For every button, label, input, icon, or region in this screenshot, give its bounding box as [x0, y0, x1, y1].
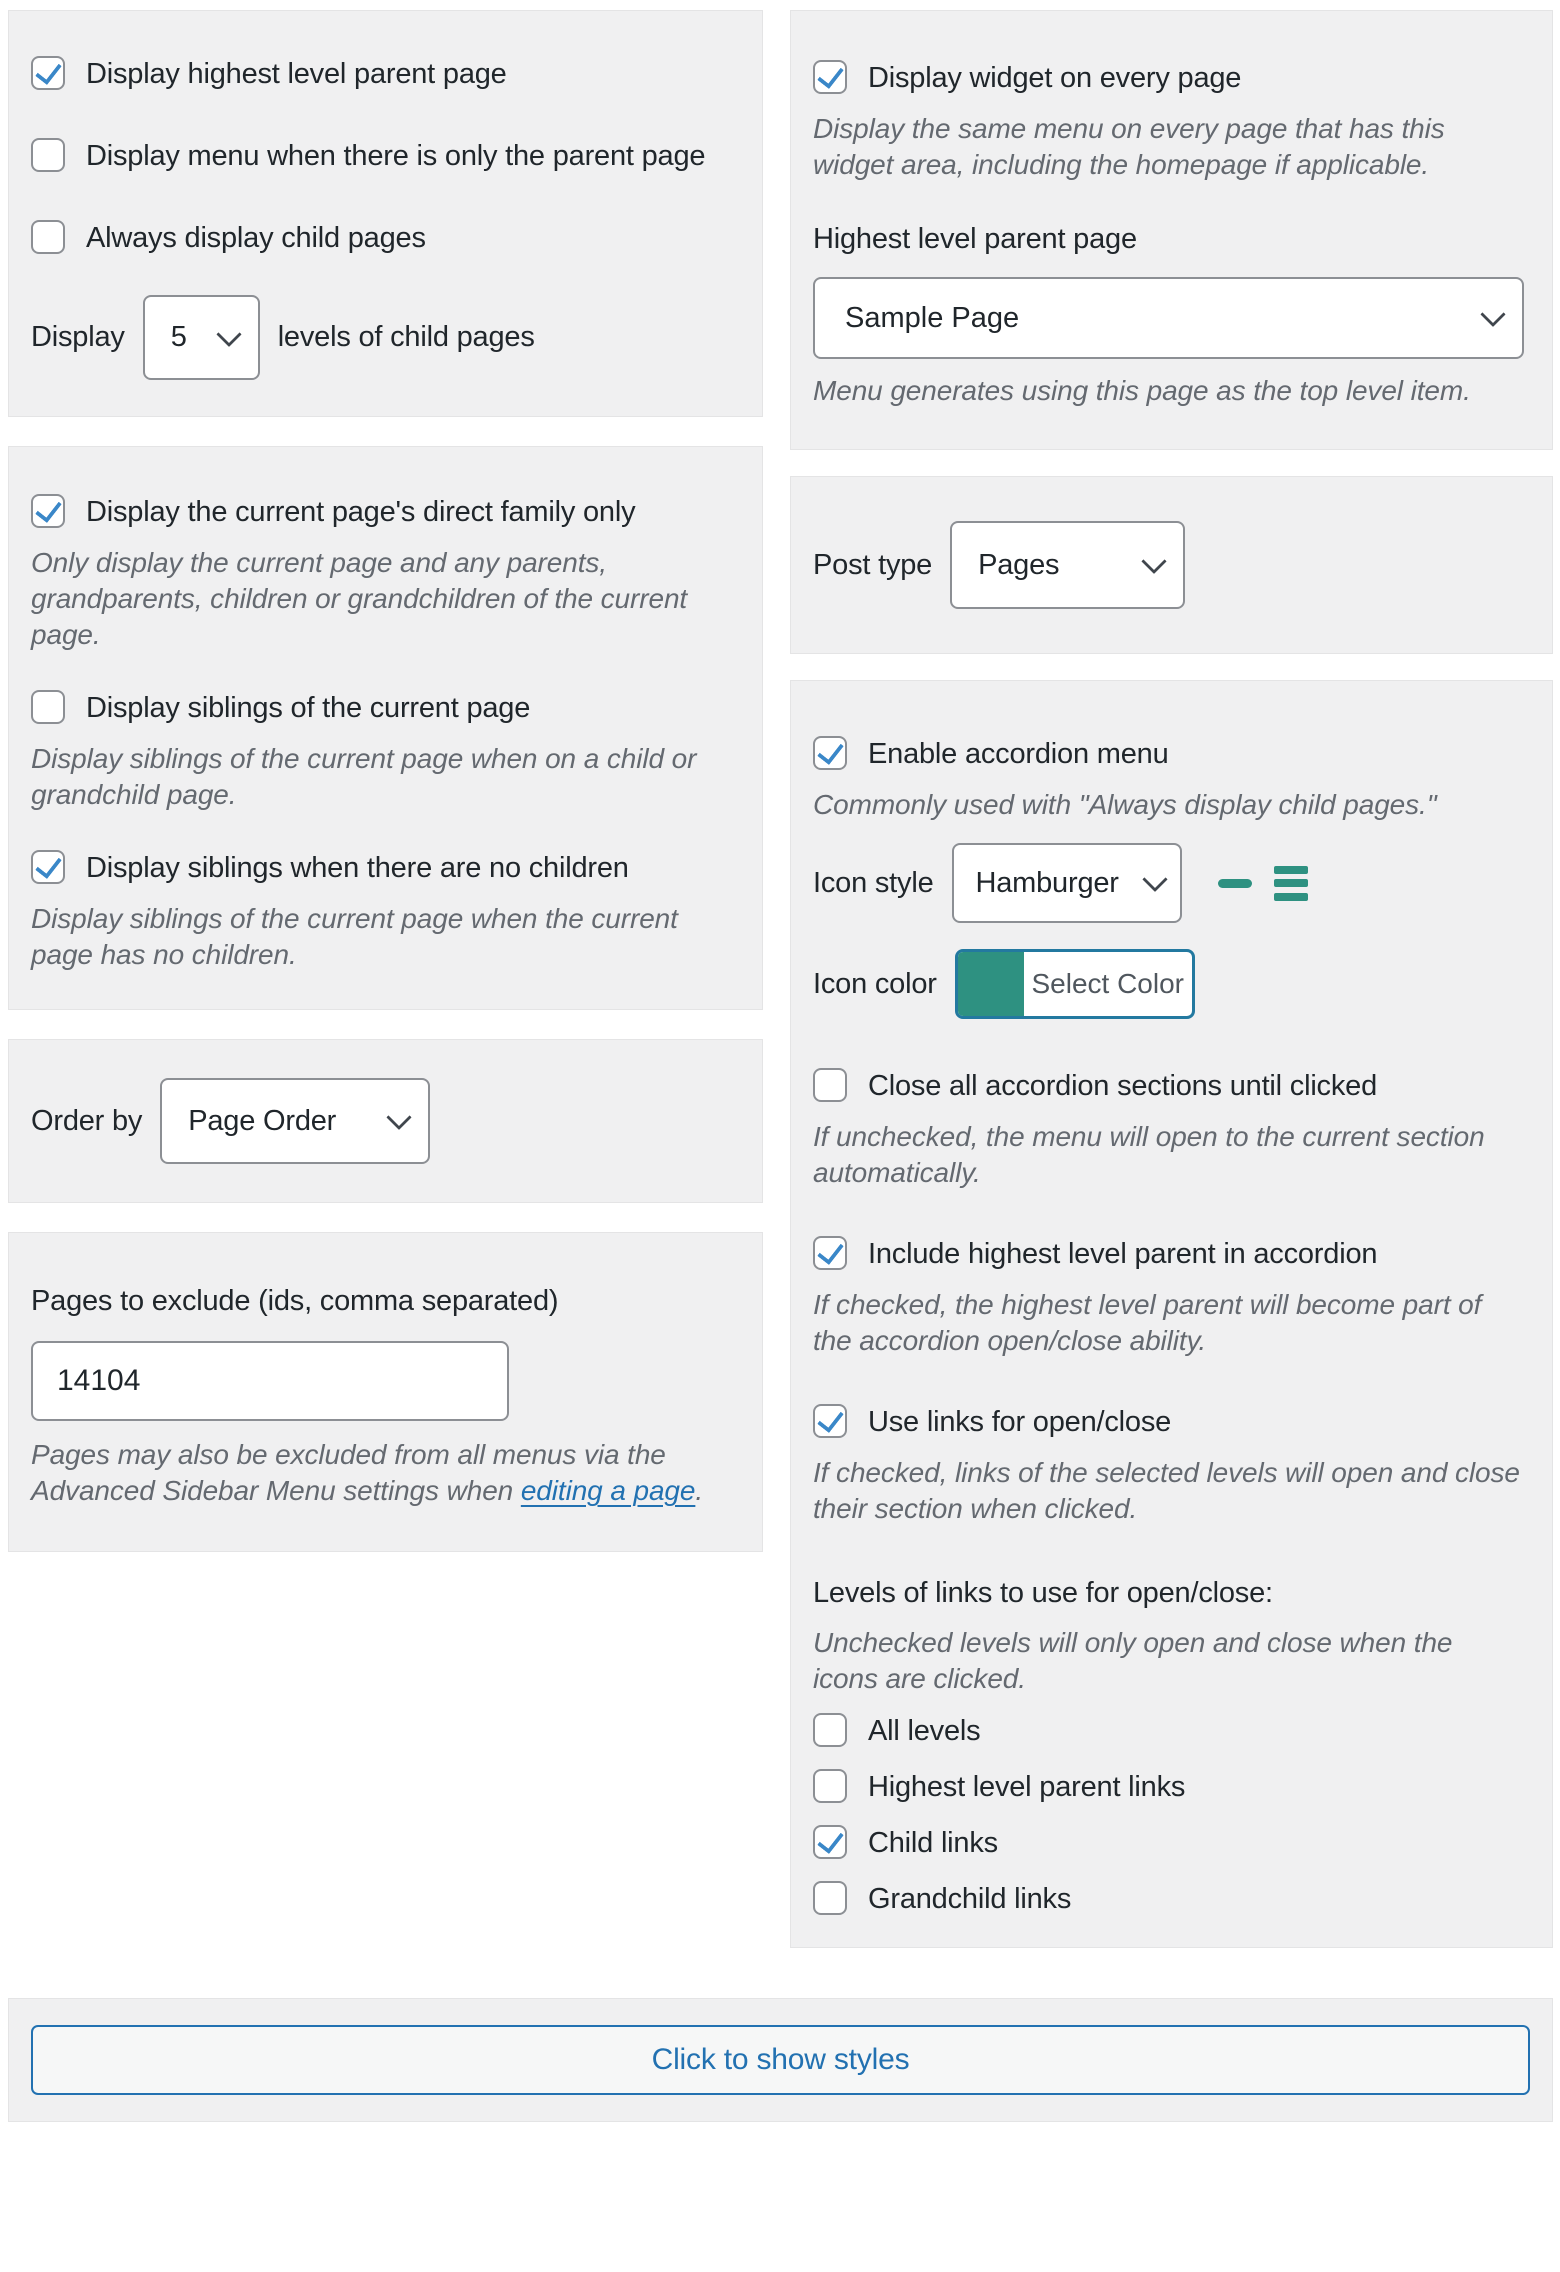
checkbox-box[interactable]: [813, 736, 847, 770]
checkbox-label: Child links: [868, 1827, 998, 1859]
checkbox-label: All levels: [868, 1715, 981, 1747]
order-by-label: Order by: [31, 1104, 143, 1137]
widget-panel: [790, 10, 1553, 450]
select-color-label: Select Color: [1031, 968, 1184, 999]
select-value: Hamburger: [975, 866, 1119, 899]
left-column: [8, 10, 763, 1552]
checkbox-label: Display the current page's direct family only: [86, 496, 636, 528]
checkbox-box[interactable]: [31, 850, 65, 884]
display-levels-prefix: Display: [31, 321, 125, 353]
checkbox-enable-accordion[interactable]: [813, 731, 1524, 777]
exclude-panel: [8, 1232, 763, 1552]
checkbox-all-levels[interactable]: [813, 1709, 1524, 1753]
close-all-sections-description: If unchecked, the menu will open to the current section automatically.: [813, 1121, 1485, 1188]
display-siblings-description: Display siblings of the current page when on a child or grandchild page.: [31, 743, 697, 810]
checkbox-label: Display menu when there is only the parent page: [86, 140, 706, 172]
chevron-down-icon: [1141, 549, 1166, 574]
levels-count-select[interactable]: [143, 295, 260, 380]
checkbox-box[interactable]: [813, 1404, 847, 1438]
widget-every-page-description: Display the same menu on every page that has this widget area, including the homepage if applicable.: [813, 113, 1445, 180]
levels-of-links-label: Levels of links to use for open/close:: [813, 1577, 1273, 1609]
checkbox-box[interactable]: [31, 56, 65, 90]
direct-family-description: Only display the current page and any parents, grandparents, children or grandchildren of the current page.: [31, 547, 688, 650]
parent-page-select[interactable]: [813, 277, 1524, 359]
select-value: Page Order: [188, 1104, 337, 1137]
select-value: Sample Page: [845, 301, 1020, 334]
post-type-row: [813, 521, 1524, 609]
checkbox-siblings-no-children[interactable]: [31, 845, 732, 891]
exclude-pages-note: [31, 1437, 732, 1509]
icon-style-label: Icon style: [813, 866, 934, 899]
checkbox-label: Always display child pages: [86, 222, 426, 254]
select-value: 5: [170, 321, 187, 353]
select-value: Pages: [978, 548, 1060, 581]
checkbox-display-highest-level-parent[interactable]: [31, 51, 732, 97]
checkbox-use-links-open-close[interactable]: [813, 1399, 1524, 1445]
icon-color-label: Icon color: [813, 967, 937, 1000]
levels-panel: [8, 10, 763, 417]
checkbox-label: Display highest level parent page: [86, 58, 507, 90]
icon-style-row: [813, 843, 1524, 923]
checkbox-box[interactable]: [813, 1825, 847, 1859]
order-panel: [8, 1039, 763, 1203]
checkbox-box[interactable]: [813, 1236, 847, 1270]
checkbox-box[interactable]: [813, 1713, 847, 1747]
checkbox-box[interactable]: [813, 1068, 847, 1102]
checkbox-box[interactable]: [813, 1881, 847, 1915]
checkbox-close-all-sections[interactable]: [813, 1063, 1524, 1109]
color-swatch: [958, 952, 1024, 1016]
exclude-pages-label: Pages to exclude (ids, comma separated): [31, 1285, 559, 1317]
chevron-down-icon: [1480, 302, 1505, 327]
checkbox-display-menu-only-parent[interactable]: [31, 133, 732, 179]
exclude-pages-input[interactable]: [31, 1341, 509, 1421]
checkbox-box[interactable]: [31, 138, 65, 172]
checkbox-grandchild-links[interactable]: [813, 1877, 1524, 1921]
show-styles-button[interactable]: Click to show styles: [31, 2025, 1530, 2095]
editing-a-page-link[interactable]: editing a page: [520, 1475, 696, 1506]
post-type-label: Post type: [813, 548, 933, 581]
icon-style-select[interactable]: [952, 843, 1182, 923]
checkbox-label: Grandchild links: [868, 1883, 1072, 1915]
siblings-no-children-description: Display siblings of the current page when the current page has no children.: [31, 903, 678, 970]
checkbox-label: Close all accordion sections until clicked: [868, 1070, 1378, 1102]
checkbox-label: Display siblings of the current page: [86, 692, 531, 724]
levels-checkbox-list: [813, 1709, 1524, 1921]
display-levels-row: [31, 295, 732, 380]
settings-columns: [8, 10, 1553, 1948]
icon-color-row: [813, 949, 1524, 1019]
note-text-before: Pages may also be excluded from all menus via the Advanced Sidebar Menu settings when: [31, 1439, 666, 1506]
checkbox-child-links[interactable]: [813, 1821, 1524, 1865]
checkbox-box[interactable]: [813, 1769, 847, 1803]
minus-icon: [1218, 879, 1252, 888]
hamburger-icon: [1274, 866, 1308, 901]
checkbox-label: Enable accordion menu: [868, 738, 1169, 770]
checkbox-display-widget-every-page[interactable]: [813, 55, 1524, 101]
checkbox-label: Display widget on every page: [868, 62, 1242, 94]
checkbox-box[interactable]: [31, 494, 65, 528]
include-highest-parent-description: If checked, the highest level parent will become part of the accordion open/close ability.: [813, 1289, 1482, 1356]
checkbox-label: Highest level parent links: [868, 1771, 1186, 1803]
checkbox-box[interactable]: [31, 220, 65, 254]
post-type-panel: [790, 476, 1553, 654]
checkbox-label: Include highest level parent in accordion: [868, 1238, 1378, 1270]
note-text-after: .: [695, 1475, 704, 1506]
levels-of-links-description: Unchecked levels will only open and close when the icons are clicked.: [813, 1627, 1453, 1694]
checkbox-box[interactable]: [31, 690, 65, 724]
right-column: [790, 10, 1553, 1948]
styles-panel: [8, 1998, 1553, 2122]
parent-page-description: Menu generates using this page as the top level item.: [813, 375, 1471, 406]
parent-page-label: Highest level parent page: [813, 223, 1137, 255]
post-type-select[interactable]: [950, 521, 1185, 609]
accordion-panel: [790, 680, 1553, 1948]
order-by-row: [31, 1078, 732, 1164]
checkbox-direct-family-only[interactable]: [31, 489, 732, 535]
display-levels-suffix: levels of child pages: [277, 321, 535, 353]
checkbox-box[interactable]: [813, 60, 847, 94]
checkbox-display-siblings[interactable]: [31, 685, 732, 731]
enable-accordion-description: Commonly used with "Always display child pages.": [813, 789, 1437, 820]
icon-color-picker-button[interactable]: [955, 949, 1195, 1019]
checkbox-label: Use links for open/close: [868, 1406, 1172, 1438]
checkbox-always-display-child-pages[interactable]: [31, 215, 732, 261]
order-by-select[interactable]: [160, 1078, 430, 1164]
checkbox-label: Display siblings when there are no children: [86, 852, 629, 884]
checkbox-highest-level-parent-links[interactable]: [813, 1765, 1524, 1809]
use-links-description: If checked, links of the selected levels will open and close their section when clicked.: [813, 1457, 1520, 1524]
checkbox-include-highest-parent[interactable]: [813, 1231, 1524, 1277]
family-panel: [8, 446, 763, 1010]
